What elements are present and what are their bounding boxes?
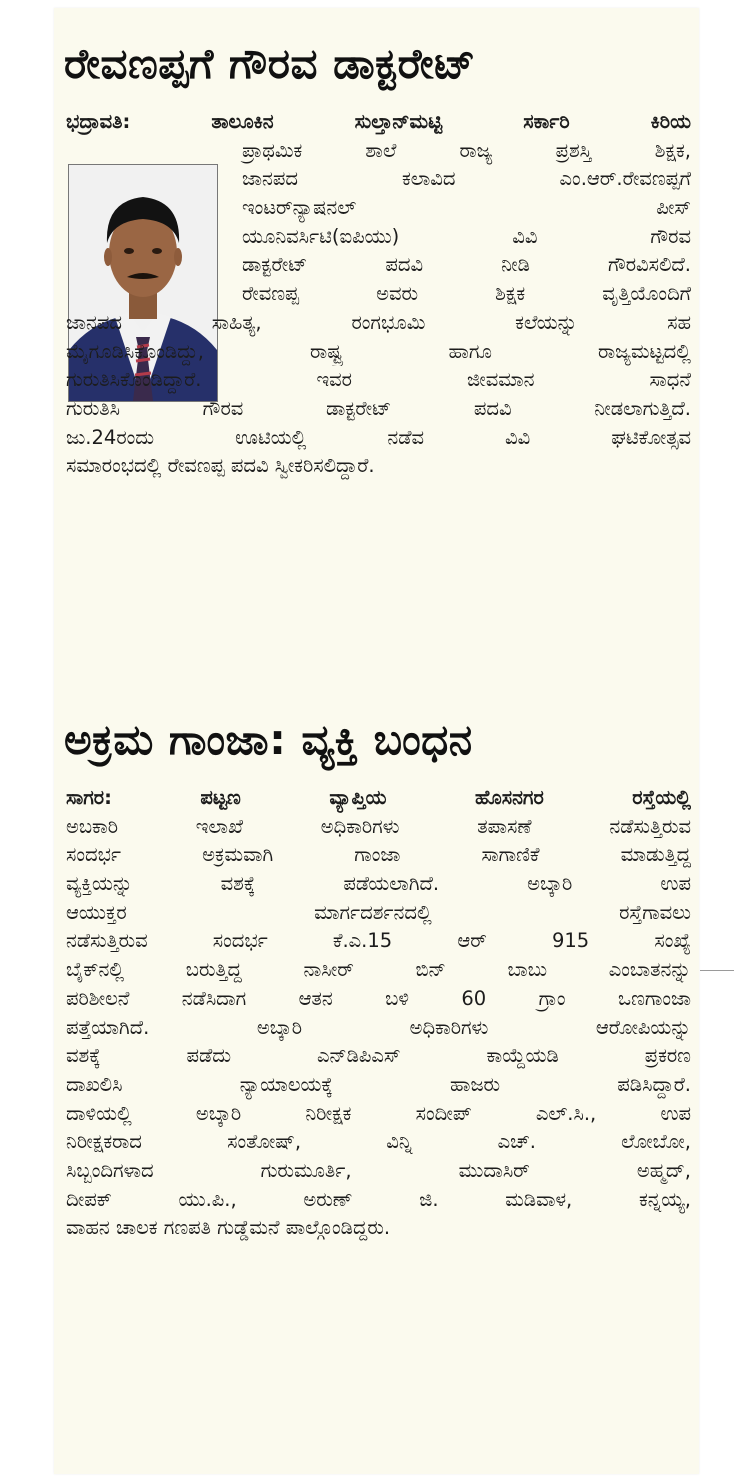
article-ganja-arrest [54, 696, 699, 1243]
body-line: ಆಯುಕ್ತರ ಮಾರ್ಗದರ್ಶನದಲ್ಲಿ ರಸ್ತೆಗಾವಲು [66, 900, 691, 924]
body-line: ಸಮಾರಂಭದಲ್ಲಿ ರೇವಣಪ್ಪ ಪದವಿ ಸ್ವೀಕರಿಸಲಿದ್ದಾರೆ. [66, 454, 375, 478]
body-line: ಮೈಗೂಡಿಸಿಕೊಂಡಿದ್ದು, ರಾಷ್ಟ್ರ ಹಾಗೂ ರಾಜ್ಯಮಟ್ಟದಲ್ಲಿ [66, 339, 691, 363]
article-body [54, 784, 699, 1243]
body-line: ಭದ್ರಾವತಿ: ತಾಲೂಕಿನ ಸುಲ್ತಾನ್‌ಮಟ್ಟಿ ಸರ್ಕಾರಿ ಕಿರಿಯ [66, 110, 691, 133]
body-line: ಜು.24ರಂದು ಊಟಿಯಲ್ಲಿ ನಡೆವ ವಿವಿ ಘಟಿಕೋತ್ಸವ [66, 425, 691, 449]
body-line: ನಿರೀಕ್ಷಕರಾದ ಸಂತೋಷ್, ವಿನ್ನಿ ಎಚ್. ಲೋಬೋ, [66, 1130, 691, 1154]
body-line: ಗುರುತಿಸಿಕೊಂಡಿದ್ದಾರೆ. ಇವರ ಜೀವಮಾನ ಸಾಧನೆ [66, 368, 691, 392]
column-divider [700, 970, 734, 971]
body-line: ಜಾನಪದ ಸಾಹಿತ್ಯ, ರಂಗಭೂಮಿ ಕಲೆಯನ್ನು ಸಹ [66, 310, 691, 334]
body-line: ನಡೆಸುತ್ತಿರುವ ಸಂದರ್ಭ ಕೆ.ಎ.15 ಆರ್ 915 ಸಂಖ್ಯೆ [66, 929, 691, 953]
article-doctorate [54, 20, 699, 481]
body-line: ಪ್ರಾಥಮಿಕ ಶಾಲೆ ರಾಜ್ಯ ಪ್ರಶಸ್ತಿ ಶಿಕ್ಷಕ, [242, 138, 691, 162]
body-line: ಸಾಗರ: ಪಟ್ಟಣ ವ್ಯಾಪ್ತಿಯ ಹೊಸನಗರ ರಸ್ತೆಯಲ್ಲಿ [66, 786, 691, 809]
body-line: ಸಂದರ್ಭ ಅಕ್ರಮವಾಗಿ ಗಾಂಜಾ ಸಾಗಾಣಿಕೆ ಮಾಡುತ್ತಿದ್ದ [66, 843, 691, 867]
body-line: ಇಂಟರ್‌ನ್ಯಾಷನಲ್ ಪೀಸ್ [242, 196, 691, 220]
body-line: ಡಾಕ್ಟರೇಟ್ ಪದವಿ ನೀಡಿ ಗೌರವಿಸಲಿದೆ. [242, 253, 691, 277]
article-headline: ರೇವಣಪ್ಪಗೆ ಗೌರವ ಡಾಕ್ಟರೇಟ್ [64, 39, 476, 88]
body-line: ಅಬಕಾರಿ ಇಲಾಖೆ ಅಧಿಕಾರಿಗಳು ತಪಾಸಣೆ ನಡೆಸುತ್ತಿರುವ [66, 814, 691, 838]
body-line: ವಶಕ್ಕೆ ಪಡೆದು ಎನ್‌ಡಿಪಿಎಸ್ ಕಾಯ್ದೆಯಡಿ ಪ್ರಕರಣ [66, 1044, 691, 1068]
body-line: ದಾಖಲಿಸಿ ನ್ಯಾಯಾಲಯಕ್ಕೆ ಹಾಜರು ಪಡಿಸಿದ್ದಾರೆ. [66, 1072, 691, 1096]
article-body [54, 108, 699, 481]
body-line: ರೇವಣಪ್ಪ ಅವರು ಶಿಕ್ಷಕ ವೃತ್ತಿಯೊಂದಿಗೆ [242, 282, 691, 306]
body-line: ಬೈಕ್‌ನಲ್ಲಿ ಬರುತ್ತಿದ್ದ ನಾಸೀರ್ ಬಿನ್ ಬಾಬು ಎಂಬಾತನನ್ನು [66, 958, 691, 982]
body-line: ದಾಳಿಯಲ್ಲಿ ಅಬ್ಕಾರಿ ನಿರೀಕ್ಷಕ ಸಂದೀಪ್ ಎಲ್.ಸಿ., ಉಪ [66, 1101, 691, 1125]
article-headline: ಅಕ್ರಮ ಗಾಂಜಾ: ವ್ಯಕ್ತಿ ಬಂಧನ [64, 715, 473, 764]
body-line: ವಾಹನ ಚಾಲಕ ಗಣಪತಿ ಗುಡ್ಡೆಮನೆ ಪಾಲ್ಗೊಂಡಿದ್ದರು. [66, 1216, 391, 1240]
body-line: ಪತ್ತೆಯಾಗಿದೆ. ಅಬ್ಕಾರಿ ಅಧಿಕಾರಿಗಳು ಆರೋಪಿಯನ್ನು [66, 1015, 691, 1039]
body-line: ಯೂನಿವರ್ಸಿಟಿ(ಐಪಿಯು) ವಿವಿ ಗೌರವ [242, 224, 691, 248]
body-line: ಗುರುತಿಸಿ ಗೌರವ ಡಾಕ್ಟರೇಟ್ ಪದವಿ ನೀಡಲಾಗುತ್ತಿದೆ. [66, 396, 691, 420]
body-line: ಜಾನಪದ ಕಲಾವಿದ ಎಂ.ಆರ್.ರೇವಣಪ್ಪಗೆ [242, 167, 691, 191]
body-line: ಸಿಬ್ಬಂದಿಗಳಾದ ಗುರುಮೂರ್ತಿ, ಮುದಾಸಿರ್ ಅಹ್ಮದ್, [66, 1158, 691, 1182]
body-line: ದೀಪಕ್ ಯು.ಪಿ., ಅರುಣ್ ಜಿ. ಮಡಿವಾಳ, ಕನ್ನಯ್ಯ, [66, 1187, 691, 1211]
newspaper-clipping [54, 8, 699, 1474]
body-line: ಪರಿಶೀಲನೆ ನಡೆಸಿದಾಗ ಆತನ ಬಳಿ 60 ಗ್ರಾಂ ಒಣಗಾಂಜಾ [66, 986, 691, 1010]
body-line: ವ್ಯಕ್ತಿಯನ್ನು ವಶಕ್ಕೆ ಪಡೆಯಲಾಗಿದೆ. ಅಬ್ಕಾರಿ ಉಪ [66, 872, 691, 896]
